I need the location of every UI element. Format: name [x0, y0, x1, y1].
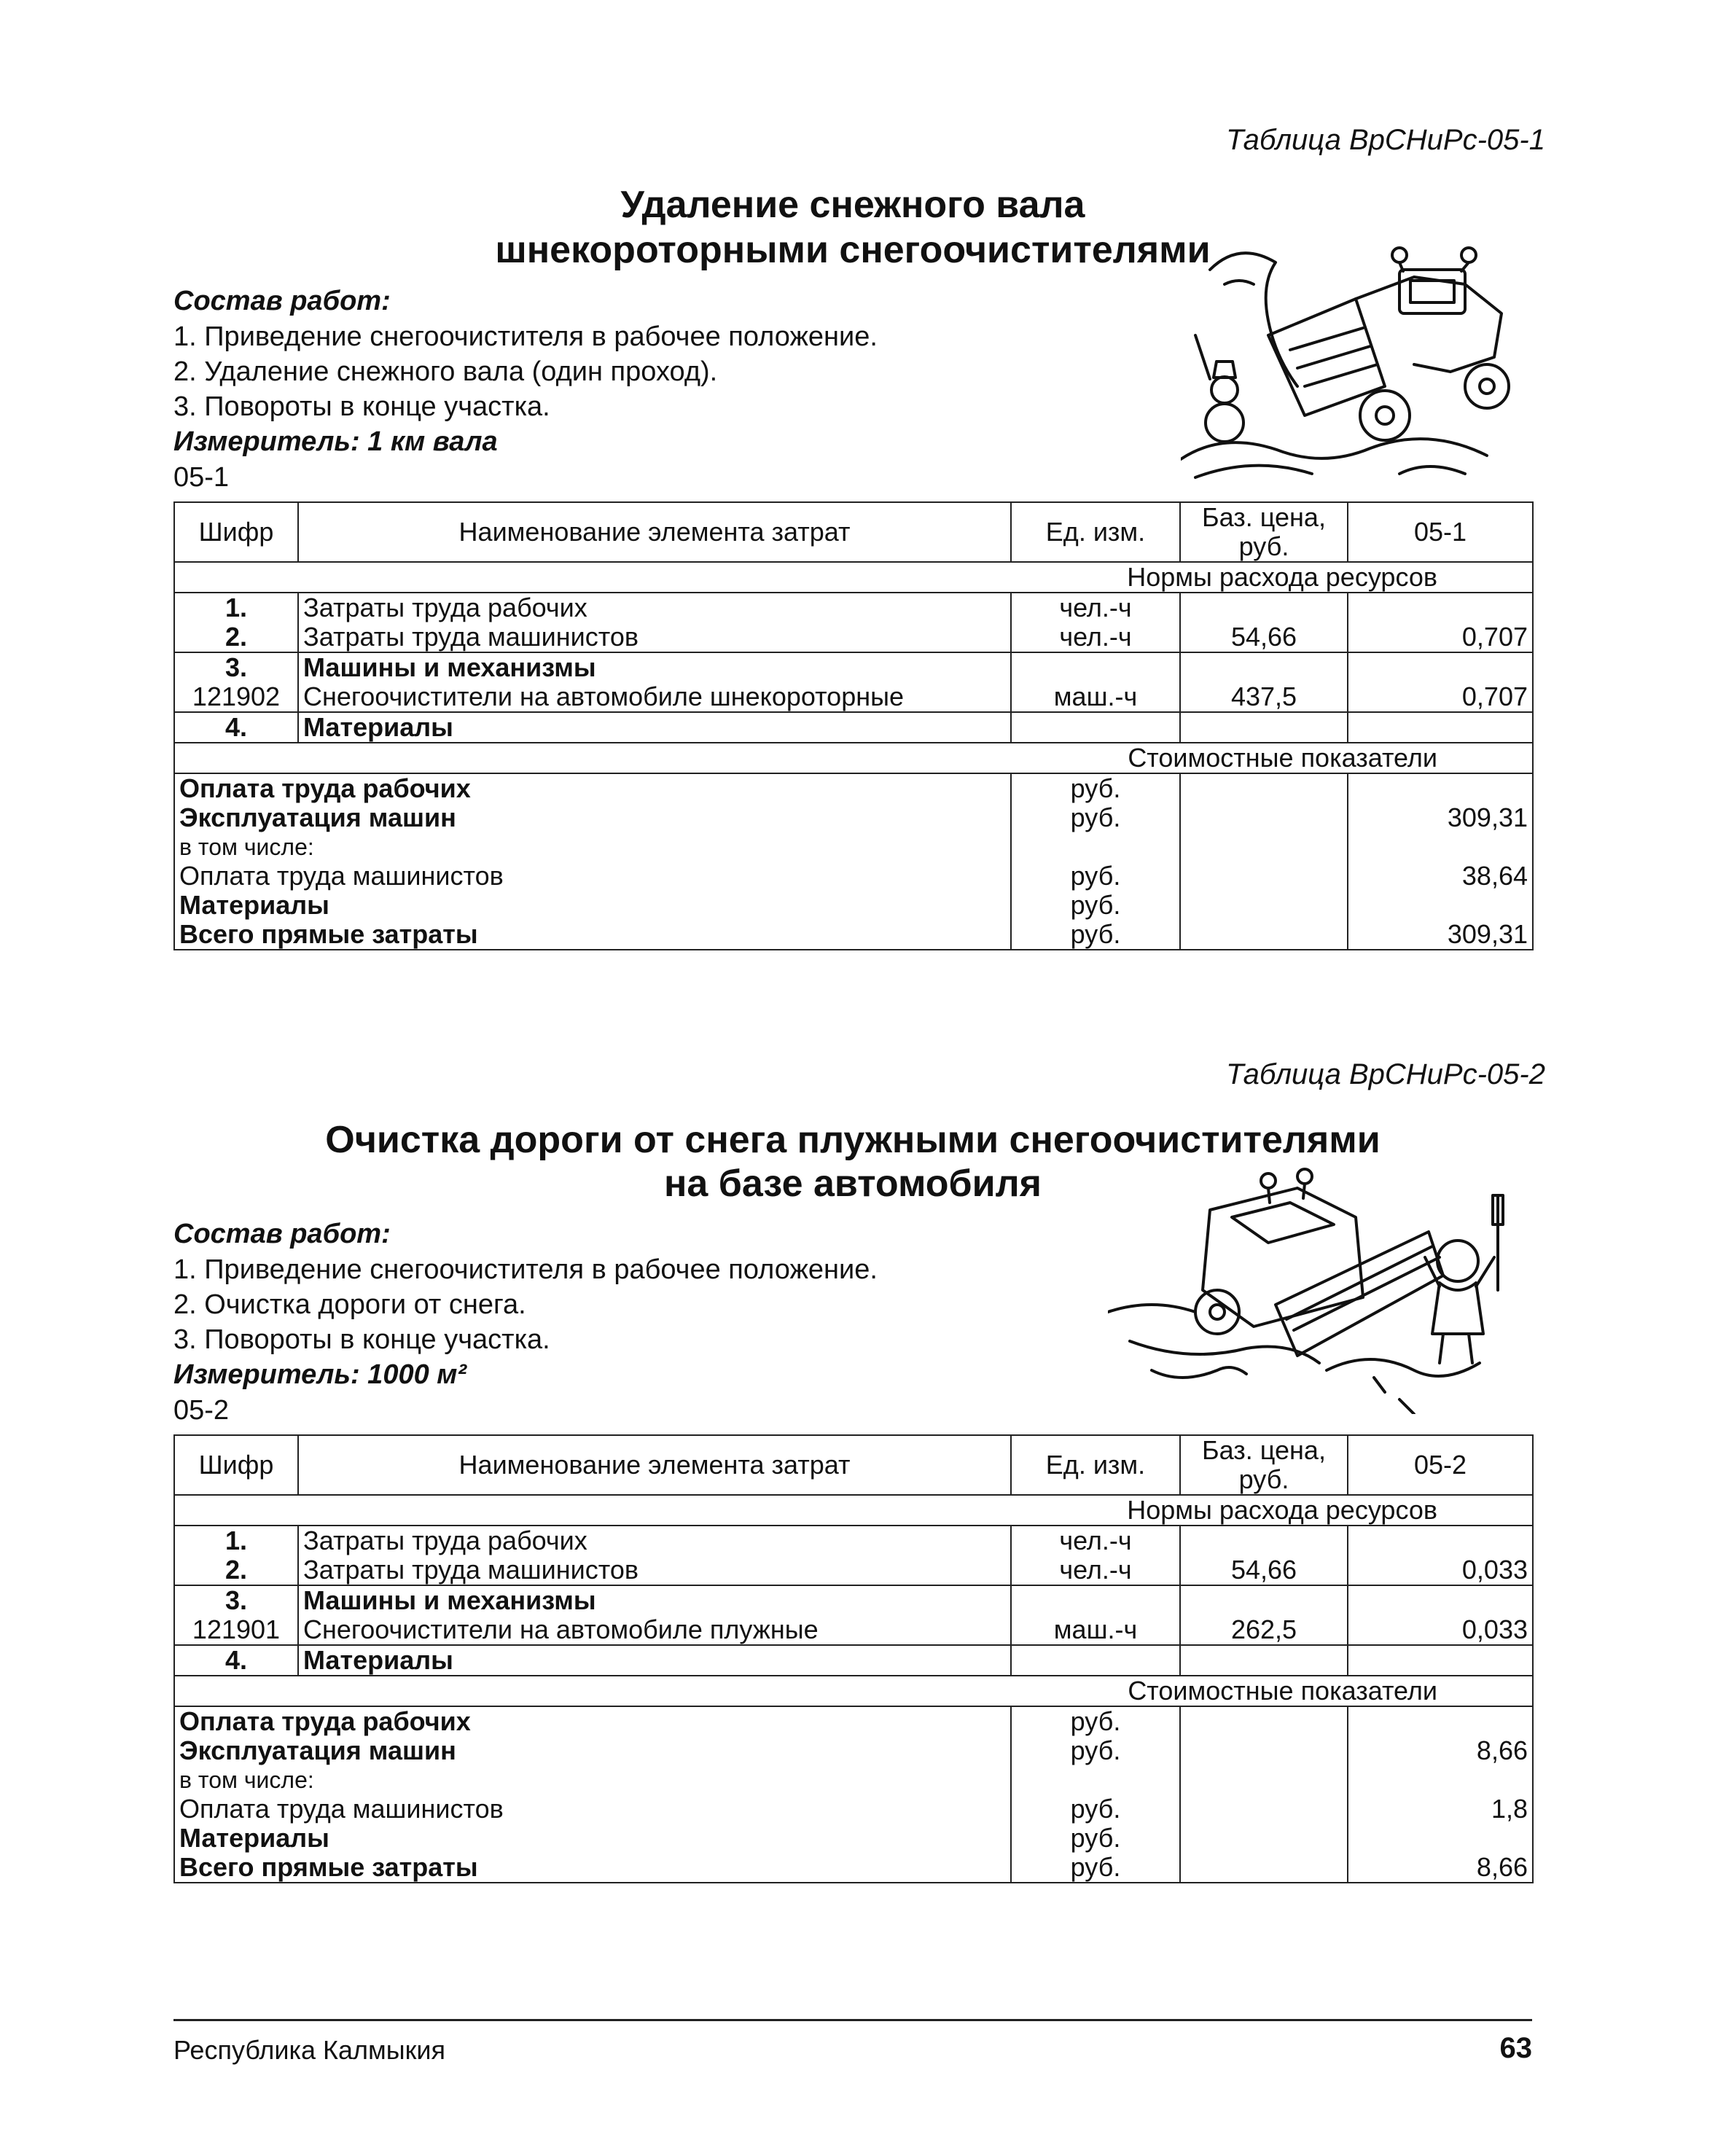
row-value: [1348, 652, 1533, 682]
cost-value: [1348, 1765, 1533, 1794]
cost-price-empty: [1180, 773, 1348, 950]
row-name: Машины и механизмы: [298, 1585, 1011, 1615]
row-num: 2.: [174, 1555, 298, 1585]
cost-value: 8,66: [1348, 1736, 1533, 1765]
cost-name: Эксплуатация машин: [174, 803, 1011, 832]
row-num: 4.: [174, 1645, 298, 1676]
row-unit: [1011, 1645, 1180, 1676]
table-row: [174, 682, 1533, 712]
section-row: [174, 1495, 1533, 1526]
row-value: [1348, 1526, 1533, 1555]
row-price: [1180, 652, 1348, 682]
cost-unit: руб.: [1011, 773, 1180, 803]
row-unit: маш.-ч: [1011, 1615, 1180, 1645]
cost-name: Материалы: [174, 1824, 1011, 1853]
cost-name: Оплата труда машинистов: [174, 862, 1011, 891]
cost-name: Эксплуатация машин: [174, 1736, 1011, 1765]
work-item: 3. Повороты в конце участка.: [173, 1324, 550, 1355]
header-name: Наименование элемента затрат: [298, 502, 1011, 562]
cost-value: [1348, 773, 1533, 803]
cost-unit: руб.: [1011, 920, 1180, 950]
work-item: 2. Удаление снежного вала (один проход).: [173, 356, 718, 387]
row-unit: чел.-ч: [1011, 1555, 1180, 1585]
row-name: Затраты труда рабочих: [298, 1526, 1011, 1555]
cost-value: [1348, 832, 1533, 862]
row-name: Затраты труда машинистов: [298, 1555, 1011, 1585]
table-row: [174, 712, 1533, 743]
table-caption: Таблица ВрСНиРс-05-1: [1226, 124, 1545, 156]
row-price: [1180, 1585, 1348, 1615]
row-num: 121902: [174, 682, 298, 712]
measure-unit: Измеритель: 1000 м²: [173, 1359, 467, 1390]
row-price: [1180, 1526, 1348, 1555]
row-num: 2.: [174, 622, 298, 652]
cost-unit: [1011, 832, 1180, 862]
snowblower-illustration: [1181, 241, 1531, 481]
row-name: Снегоочистители на автомобиле шнекороторные: [298, 682, 1011, 712]
section-row: [174, 1676, 1533, 1706]
header-cipher: Шифр: [174, 502, 298, 562]
cost-price-empty: [1180, 1706, 1348, 1883]
row-name: Затраты труда машинистов: [298, 622, 1011, 652]
row-num: 3.: [174, 1585, 298, 1615]
row-value: 0,033: [1348, 1555, 1533, 1585]
table-caption: Таблица ВрСНиРс-05-2: [1226, 1058, 1545, 1090]
cost-table: [173, 501, 1534, 950]
table-row: [174, 652, 1533, 682]
work-item: 1. Приведение снегоочистителя в рабочее положение.: [173, 1254, 878, 1285]
row-value: 0,707: [1348, 682, 1533, 712]
table-header-row: [174, 1435, 1533, 1495]
table-row: [174, 1555, 1533, 1585]
cost-unit: руб.: [1011, 803, 1180, 832]
cost-value: 309,31: [1348, 920, 1533, 950]
cost-value: [1348, 1706, 1533, 1736]
row-value: [1348, 712, 1533, 743]
cost-name: в том числе:: [174, 1765, 1011, 1794]
cost-unit: руб.: [1011, 862, 1180, 891]
section-costs: Стоимостные показатели: [174, 743, 1533, 773]
cost-row: [174, 773, 1533, 803]
cost-table: [173, 1434, 1534, 1883]
table-row: [174, 622, 1533, 652]
row-price: 54,66: [1180, 1555, 1348, 1585]
cost-value: 38,64: [1348, 862, 1533, 891]
cost-name: в том числе:: [174, 832, 1011, 862]
header-price: Баз. цена, руб.: [1180, 502, 1348, 562]
snowplow-illustration: [1108, 1166, 1531, 1414]
table-row: [174, 593, 1533, 622]
row-name: Материалы: [298, 712, 1011, 743]
table-row: [174, 1585, 1533, 1615]
row-value: [1348, 1585, 1533, 1615]
row-unit: чел.-ч: [1011, 1526, 1180, 1555]
table-row: [174, 1615, 1533, 1645]
section-row: [174, 562, 1533, 593]
section-title: Удаление снежного вала: [620, 184, 1085, 226]
row-unit: [1011, 652, 1180, 682]
row-value: [1348, 593, 1533, 622]
row-unit: маш.-ч: [1011, 682, 1180, 712]
header-code: 05-2: [1348, 1435, 1533, 1495]
page-number: 63: [1499, 2032, 1532, 2064]
work-composition-label: Состав работ:: [173, 286, 391, 316]
norm-code: 05-1: [173, 462, 230, 493]
measure-unit: Измеритель: 1 км вала: [173, 426, 498, 457]
norm-code: 05-2: [173, 1395, 230, 1426]
footer-divider: [173, 2019, 1532, 2021]
cost-value: 1,8: [1348, 1794, 1533, 1824]
row-unit: [1011, 1585, 1180, 1615]
cost-unit: руб.: [1011, 1794, 1180, 1824]
cost-name: Материалы: [174, 891, 1011, 920]
work-item: 1. Приведение снегоочистителя в рабочее положение.: [173, 321, 878, 352]
cost-value: [1348, 891, 1533, 920]
header-name: Наименование элемента затрат: [298, 1435, 1011, 1495]
cost-unit: руб.: [1011, 1736, 1180, 1765]
section-row: [174, 743, 1533, 773]
cost-unit: руб.: [1011, 891, 1180, 920]
row-value: 0,707: [1348, 622, 1533, 652]
cost-unit: [1011, 1765, 1180, 1794]
row-num: 3.: [174, 652, 298, 682]
row-unit: [1011, 712, 1180, 743]
row-price: [1180, 593, 1348, 622]
work-composition-label: Состав работ:: [173, 1219, 391, 1249]
section-title: Очистка дороги от снега плужными снегоочистителями: [325, 1119, 1381, 1161]
row-price: 54,66: [1180, 622, 1348, 652]
row-price: [1180, 712, 1348, 743]
cost-unit: руб.: [1011, 1853, 1180, 1883]
row-num: 1.: [174, 1526, 298, 1555]
row-value: [1348, 1645, 1533, 1676]
table-row: [174, 1526, 1533, 1555]
cost-value: [1348, 1824, 1533, 1853]
cost-name: Оплата труда рабочих: [174, 773, 1011, 803]
cost-name: Всего прямые затраты: [174, 920, 1011, 950]
work-item: 2. Очистка дороги от снега.: [173, 1289, 526, 1320]
row-name: Снегоочистители на автомобиле плужные: [298, 1615, 1011, 1645]
row-value: 0,033: [1348, 1615, 1533, 1645]
row-name: Материалы: [298, 1645, 1011, 1676]
row-price: 437,5: [1180, 682, 1348, 712]
cost-unit: руб.: [1011, 1706, 1180, 1736]
header-unit: Ед. изм.: [1011, 1435, 1180, 1495]
cost-name: Оплата труда машинистов: [174, 1794, 1011, 1824]
row-unit: чел.-ч: [1011, 593, 1180, 622]
row-num: 4.: [174, 712, 298, 743]
header-price: Баз. цена, руб.: [1180, 1435, 1348, 1495]
row-num: 1.: [174, 593, 298, 622]
row-price: [1180, 1645, 1348, 1676]
cost-value: 309,31: [1348, 803, 1533, 832]
section-title-cont: на базе автомобиля: [663, 1163, 1042, 1205]
header-unit: Ед. изм.: [1011, 502, 1180, 562]
section-norms: Нормы расхода ресурсов: [174, 562, 1533, 593]
section-norms: Нормы расхода ресурсов: [174, 1495, 1533, 1526]
cost-name: Всего прямые затраты: [174, 1853, 1011, 1883]
row-name: Машины и механизмы: [298, 652, 1011, 682]
cost-unit: руб.: [1011, 1824, 1180, 1853]
header-cipher: Шифр: [174, 1435, 298, 1495]
cost-row: [174, 1706, 1533, 1736]
row-price: 262,5: [1180, 1615, 1348, 1645]
row-name: Затраты труда рабочих: [298, 593, 1011, 622]
row-num: 121901: [174, 1615, 298, 1645]
table-header-row: [174, 502, 1533, 562]
section-costs: Стоимостные показатели: [174, 1676, 1533, 1706]
cost-name: Оплата труда рабочих: [174, 1706, 1011, 1736]
cost-value: 8,66: [1348, 1853, 1533, 1883]
table-row: [174, 1645, 1533, 1676]
work-item: 3. Повороты в конце участка.: [173, 391, 550, 422]
header-code: 05-1: [1348, 502, 1533, 562]
footer-region: Республика Калмыкия: [173, 2035, 446, 2065]
row-unit: чел.-ч: [1011, 622, 1180, 652]
section-title-cont: шнекороторными снегоочистителями: [495, 229, 1211, 271]
